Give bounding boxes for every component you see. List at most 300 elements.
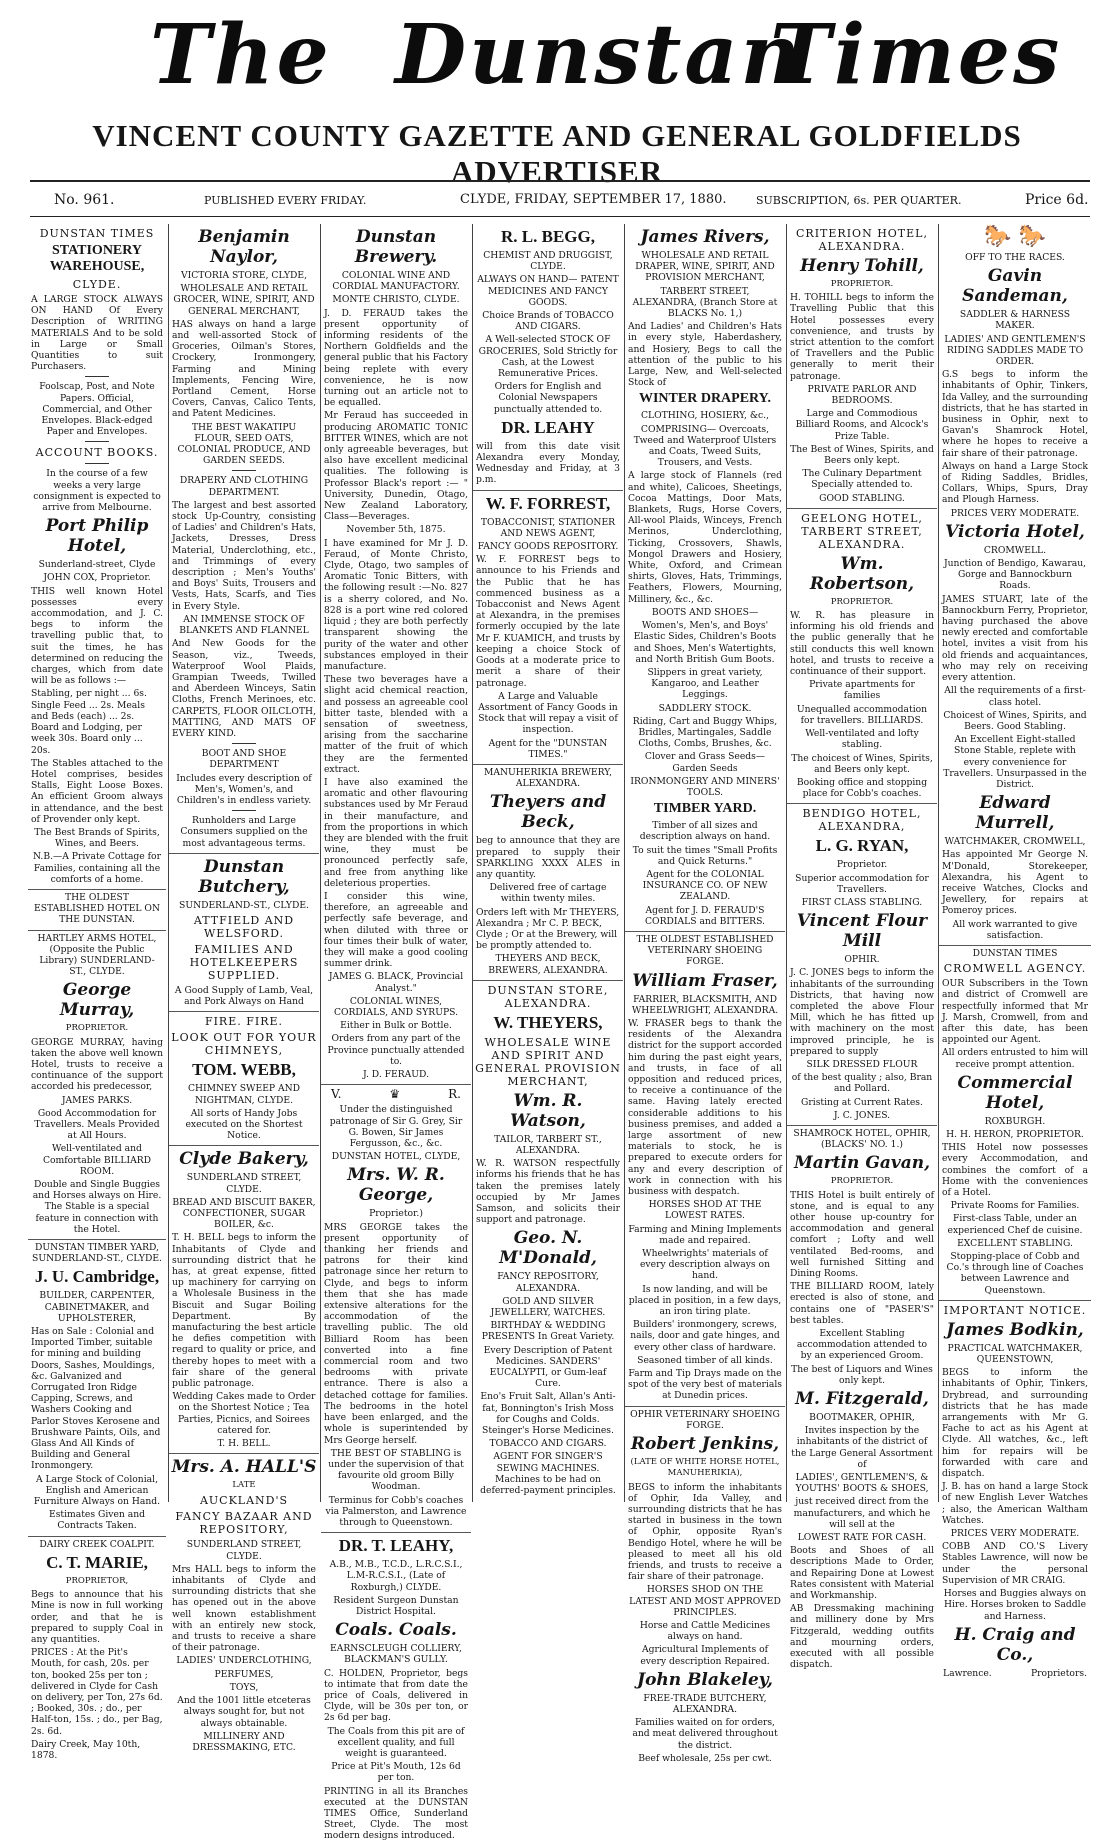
paragraph: Boots and Shoes of all descriptions Made to Order, and Repairing Done at Lowest Rates consistent with Material and Workmanship. [790,1545,934,1602]
paragraph: Double and Single Buggies and Horses always on Hire. The Stable is a special feature in connection with the Hotel. [32,1179,162,1235]
paragraph: JOHN COX, Proprietor. [43,572,151,584]
paragraph: HORSES SHOD ON THE LATEST AND MOST APPROVED PRINCIPLES. [629,1584,781,1618]
paragraph: Stopping-place of Cobb and Co.'s through line of Coaches between Lawrence and Queenstown. [946,1251,1084,1296]
paragraph: First-class Table, under an experienced Chef de cuisine. [947,1213,1083,1236]
crown-icon: ♛ [389,1087,401,1102]
paragraph: PROPRIETOR. [830,596,894,607]
paragraph: COMPRISING— Overcoats, Tweed and Waterproof Ulsters and Coats, Tweed Suits, Trousers, and Vests. [633,423,777,469]
paragraph: Every Description of Patent Medicines. SANDERS' EUCALYPTI, or Gum-leaf Cure. [483,1344,613,1390]
paragraph: THIS well known Hotel possesses every accommodation, and J. C. begs to inform the travelling public that, to suit the times, he has determined on reducing the charges, which from date will be as follows :— [31,585,163,687]
paragraph: W. R. has pleasure in informing his old friends and the public generally that he still conducts this well known hotel, and trusts to receive a continuance of their support. [790,610,934,678]
columns [28,224,1090,1842]
heading: STATIONERY WAREHOUSE, [49,243,145,274]
rule [321,1082,471,1085]
paragraph: LADIES', GENTLEMEN'S, & YOUTHS' BOOTS & SHOES, [795,1472,929,1495]
top-rule [30,180,1090,182]
paragraph: And the 1001 little etceteras always sought for, but not always obtainable. [177,1695,311,1729]
paragraph: FANCY REPOSITORY, ALEXANDRA. [497,1271,599,1294]
heading: Mrs. W. R. George, [347,1165,445,1206]
heading: Vincent Flour Mill [796,911,928,952]
paragraph: An Excellent Eight-stalled Stone Stable, replete with every convenience for Travellers. Unsurpassed in the District. [943,734,1087,790]
rule [169,1009,319,1012]
subscription: SUBSCRIPTION, 6s. PER QUARTER. [756,194,962,207]
paragraph: A large stock of Flannels (red and white), Calicoes, Sheetings, Cocoa Mattings, Door Mats, Blankets, Rugs, Horse Covers, All-wool Plaids, Winceys, French Merinos, Underclothing, Ticking, Crossovers, Shawls, Mongol Drawers and Hosiery, White, Oxford, and Crimean shirts, Gloves, Hats, Trimmings, Feathers, Flowers, Mourning, Millinery, &c., &c. [628,470,782,605]
paragraph: JAMES STUART, late of the Bannockburn Ferry, Proprietor, having purchased the above newly erected and comfortable hotel, invites a visit from his old friends and acquaintances, who may rely on receiving every attention. [942,593,1088,684]
paragraph: BEGS to inform the inhabitants of Ophir, Tinkers, Drybread, and surrounding districts that he has made arrangements with Mr G. Fache to act as his Agent at Clyde. All watches, &c., left him for repairs will be forwarded with care and dispatch. [942,1367,1088,1480]
paragraph: Agent for J. D. FERAUD'S CORDIALS and BITTERS. [645,904,765,927]
paragraph: Clover and Grass Seeds—Garden Seeds [644,751,766,774]
issue-number: No. 961. [54,192,115,208]
separator [232,810,256,811]
paragraph: The Coals from this pit are of excellent quality, and full weight is guaranteed. [327,1725,465,1759]
paragraph: will from this date visit Alexandra every Monday, Wednesday and Friday, at 3 p.m. [476,440,620,486]
paragraph: TARBERT STREET, ALEXANDRA, (Branch Store at BLACKS No. 1,) [632,285,778,320]
paragraph: Wheelwrights' materials of every description always on hand. [640,1248,770,1282]
paragraph: WATCHMAKER, CROMWELL, [944,836,1086,848]
separator [85,441,109,442]
heading: L. G. RYAN, [815,836,909,856]
heading: TIMBER YARD. [653,801,757,817]
heading: Coals. Coals. [335,1620,457,1641]
paragraph: Gristing at Current Rates. [801,1096,923,1108]
paragraph: Farming and Mining Implements made and repaired. [628,1223,782,1246]
paragraph: The choicest of Wines, Spirits, and Beers only kept. [791,752,933,775]
paragraph: LOWEST RATE FOR CASH. [797,1532,927,1544]
text: BENDIGO HOTEL, ALEXANDRA, [802,807,922,834]
paragraph: THE OLDEST ESTABLISHED HOTEL ON THE DUNSTAN. [33,891,160,926]
heading: James Rivers, [640,227,770,247]
racehorse-icon: 🐎 🐎 [984,224,1046,249]
text: Proprietors. [1030,1667,1087,1679]
paragraph: THE BEST OF STABLING is under the supervision of that favourite old groom Billy Woodman. [328,1447,464,1493]
rule [939,943,1091,946]
heading: R. L. BEGG, [501,227,595,246]
title-word-dunstan: Dunstan [395,7,804,103]
paragraph: THIS Hotel now possesses every Accommodation, and combines the comfort of a Home with the conveniences of a Hotel. [942,1142,1088,1198]
paragraph: TOBACCO AND CIGARS. [489,1438,607,1450]
heading: John Blakeley, [637,1669,773,1690]
paragraph: Farm and Tip Drays made on the spot of the very best of materials at Dunedin prices. [628,1368,782,1402]
paragraph: MANUHERIKIA BREWERY, ALEXANDRA. [483,766,613,790]
rule [939,1298,1091,1301]
column-4 [472,224,623,1502]
paragraph: AB Dressmaking machining and millinery done by Mrs Fitzgerald, wedding outfits and mourning orders, executed with all possible dispatch. [790,1603,934,1671]
paragraph: WHOLESALE AND RETAIL GROCER, WINE, SPIRIT, AND GENERAL MERCHANT, [173,283,315,317]
paragraph: J. B. has on hand a large Stock of new English Lever Watches ; also, the American Waltham Watches. [942,1481,1088,1526]
paragraph: WHOLESALE AND RETAIL DRAPER, WINE, SPIRIT, AND PROVISION MERCHANT, [635,250,775,284]
paragraph: A Large and Valuable Assortment of Fancy Goods in Stock that will repay a visit of inspection. [478,690,618,736]
text: CLYDE. [72,278,122,291]
paragraph: EARNSCLEUGH COLLIERY, BLACKMAN'S GULLY. [330,1643,462,1666]
rule [473,488,623,491]
heading: C. T. MARIE, [46,1552,148,1572]
paragraph: PERFUMES, [214,1668,274,1680]
paragraph: Private apartments for families [809,679,915,702]
paragraph: DUNSTAN TIMES [972,947,1058,959]
paragraph: PROPRIETOR. [65,1023,129,1034]
paragraph: W. FRASER begs to thank the residents of the Alexandra district for the support accorded him during the past eight years, and trusts, in face of all opposition and reduced prices, to receive a continuance of the same. Having lately erected considerable additions to his business premises, and added a large assortment of new materials to stock, he is prepared to execute orders for any and every description of work in connection with his business with despatch. [628,1017,782,1198]
text: ATTFIELD AND WELSFORD. [193,913,295,940]
rule [473,762,623,765]
rule [321,1530,471,1533]
heading: Mrs. A. HALL'S [171,1457,317,1478]
heading: Wm. R. Watson, [510,1090,586,1131]
heading: James Bodkin, [946,1319,1084,1340]
heading: Dunstan Brewery. [354,227,438,267]
crest-letter-r: R. [448,1087,461,1102]
text: LOOK OUT FOR YOUR CHIMNEYS, [171,1031,317,1058]
royal-crest [321,1087,471,1102]
paragraph: Wedding Cakes made to Order on the Shortest Notice ; Tea Parties, Picnics, and Soirees catered for. [172,1391,316,1436]
text: FANCY BAZAAR AND REPOSITORY, [175,1510,313,1537]
paragraph: T. H. BELL begs to inform the Inhabitants of Clyde and surrounding district that he has, at great expense, fitted up machinery for carrying on a Wholesale Business in the Biscuit and Sugar Boiling Department. By manufacturing the best article he defies competition with regard to quality or price, and thereby hopes to meet with a fair share of the general public patronage. [172,1232,316,1390]
paragraph: Orders left with Mr THEYERS, Alexandra ; Mr C. P. BECK, Clyde ; Or at the Brewery, will be promptly attended to. [476,906,620,952]
paragraph: Price at Pit's Mouth, 12s 6d per ton. [331,1761,461,1784]
paragraph: SILK DRESSED FLOUR [806,1058,918,1070]
paragraph: ROXBURGH. [984,1115,1046,1127]
paragraph: The Best of Wines, Spirits, and Beers only kept. [790,443,934,467]
paragraph: PROPRIETOR. [830,1176,894,1187]
paragraph: Begs to announce that his Mine is now in full working order, and that he is prepared to supply Coal in any quantities. [31,1589,163,1645]
paragraph: Is now landing, and will be placed in position, in a few days, an iron tiring plate. [628,1283,782,1318]
text: CRITERION HOTEL, ALEXANDRA. [796,227,928,253]
paragraph: Large and Commodious Billiard Rooms, and Alcock's Prize Table. [795,408,929,442]
paragraph: I have examined for Mr J. D. Feraud, of Monte Christo, Clyde, Otago, two samples of Aromatic Tonic Bitters, with the following result :—No. 827 is a sherry colored, and No. 828 is a port wine red colored liquid ; they are both perfectly transparent showing the purity of the water and other substances employed in their manufacture. [324,537,468,672]
paragraph: THE BEST WAKATIPU FLOUR, SEED OATS, COLONIAL PRODUCE, AND GARDEN SEEDS. [177,421,311,467]
rule [787,801,937,804]
text: DUNSTAN STORE, ALEXANDRA. [487,983,609,1010]
text: FAMILIES AND HOTELKEEPERS SUPPLIED. [189,942,299,982]
paragraph: MRS GEORGE takes the present opportunity of thanking her friends and patrons for their kind patronage since her return to Clyde, and begs to inform them that she has made extensive alterations for the accommodation of the travelling public. The old Billiard Room has been converted into a fine commercial room and two bedrooms with private entrance. There is also a detached cottage for families. The bedrooms in the hotel have been enlarged, and the whole is superintended by Mrs George herself. [324,1221,468,1446]
paragraph: DUNSTAN HOTEL, CLYDE, [331,1151,461,1163]
paragraph: I have also examined the aromatic and other flavouring substances used by Mr Feraud in their manufacture, and from the proportions in which they are blended with the fruit wine, they must be pronounced perfectly safe, and free from anything like deleterious properties. [324,776,468,889]
paragraph: Either in Bulk or Bottle. [340,1020,452,1032]
rule [28,887,166,890]
paragraph: PROPRIETOR, [65,1575,129,1586]
paragraph: TAILOR, TARBERT ST., ALEXANDRA. [494,1133,602,1156]
paragraph: Superior accommodation for Travellers. [795,872,929,895]
paragraph: J. D. FERAUD. [362,1069,430,1081]
paragraph: H. H. HERON, PROPRIETOR. [946,1128,1084,1140]
paragraph: A LARGE STOCK ALWAYS ON HAND Of Every Description of WRITING MATERIALS And to be sold in Large or Small Quantities to suit Purchasers. [31,294,163,373]
paragraph: HORSES SHOD AT THE LOWEST RATES. [648,1199,762,1222]
paragraph: MONTE CHRISTO, CLYDE. [332,294,460,306]
paragraph: CHEMIST AND DRUGGIST, CLYDE. [483,250,613,273]
paragraph: of the best quality ; also, Bran and Pollard. [791,1072,933,1095]
paragraph: AN IMMENSE STOCK OF BLANKETS AND FLANNEL [179,613,309,637]
paragraph: HARTLEY ARMS HOTEL, (Opposite the Public Library) SUNDERLAND-ST., CLYDE. [37,932,157,978]
heading: George Murray, [59,980,135,1021]
paragraph: BEGS to inform the inhabitants of Ophir, Ida Valley, and surrounding districts that he has started in business in the town of Ophir, opposite Ryan's Bendigo Hotel, where he will be pleased to meet all his old friends, and trusts to receive a fair share of their patronage. [628,1481,782,1583]
paragraph: Sunderland-street, Clyde [38,559,156,571]
paragraph: All work warranted to give satisfaction. [952,918,1078,941]
paragraph: Slippers in great variety, Kangaroo, and Leather Leggings. [647,666,763,701]
paragraph: Unequalled accommodation for travellers. BILLIARDS. [796,703,928,726]
heading: Henry Tohill, [800,256,924,276]
paragraph: Has on Sale : Colonial and Imported Timber, suitable for mining and building Doors, Sashes, Mouldings, &c. Galvanized and Corrugated Iron Ridge Capping, Screws, and Washers Cooking and Parlor Stoves Kerosene and Brushware Paints, Oils, and Glass And All Kinds of Building and General Ironmongery. [31,1326,161,1472]
paragraph: AGENT FOR SINGER'S SEWING MACHINES. Machines to be had on deferred-payment principles. [480,1451,616,1497]
paragraph: In the course of a few weeks a very large consignment is expected to arrive from Melbourne. [33,468,161,514]
paragraph: LADIES' UNDERCLOTHING, [176,1655,312,1667]
paragraph: J. C. JONES. [833,1109,891,1121]
column-7 [938,224,1091,1679]
rule [169,1451,319,1454]
paragraph: CHIMNEY SWEEP AND NIGHTMAN, CLYDE. [187,1083,301,1106]
heading: Gavin Sandeman, [962,266,1068,307]
paragraph: T. H. BELL. [217,1438,271,1450]
paragraph: The Stables attached to the Hotel comprises, besides Stalls, Eight Loose Boxes. An efficient Groom always in attendance, and the best of Provender only kept. [31,757,163,825]
paragraph: GOOD STABLING. [819,492,905,504]
paragraph: The Culinary Department Specially attended to. [802,468,922,491]
heading: M. Fitzgerald, [795,1389,929,1410]
paragraph: All sorts of Handy Jobs executed on the Shortest Notice. [185,1107,303,1142]
paragraph: OPHIR. [844,954,880,966]
rule [28,1534,166,1537]
heading: Dunstan Butchery, [198,856,290,897]
text: ACCOUNT BOOKS. [35,446,159,460]
paragraph: C. HOLDEN, Proprietor, begs to intimate that from date the price of Coals, delivered in Clyde, will be 30s per ton, or 2s 6d per bag. [324,1667,468,1724]
frequency: PUBLISHED EVERY FRIDAY. [204,194,367,207]
heading: Robert Jenkins, [630,1434,780,1455]
paragraph: Includes every description of Men's, Women's, and Children's in endless variety. [176,772,312,806]
separator [232,743,256,744]
paragraph: JAMES PARKS. [61,1094,133,1106]
paragraph: Under the distinguished patronage of Sir G. Grey, Sir G. Bowen, Sir James Fergusson, &c., &c. [329,1104,463,1150]
heading: Clyde Bakery, [179,1149,309,1170]
column-1 [28,224,166,1761]
column-2 [168,224,319,1753]
paragraph: The best of Liquors and Wines only kept. [791,1363,933,1386]
paragraph: CROMWELL. [983,544,1047,556]
paragraph: November 5th, 1875. [346,524,446,536]
paragraph: PRICES VERY MODERATE. [950,1528,1080,1540]
paragraph: COLONIAL WINES, CORDIALS, AND SYRUPS. [333,995,459,1018]
paragraph: J. D. FERAUD takes the present opportunity of informing residents of the Northern Goldfields and the general public that his Factory being replete with every convenience, he is now turning out an article not to be equalled. [324,307,468,409]
paragraph: To suit the times "Small Profits and Quick Returns." [632,844,778,867]
masthead [0,0,1114,120]
dateline [40,190,1089,214]
paragraph: SUNDERLAND STREET, CLYDE. [186,1172,302,1195]
paragraph: BOOTS AND SHOES— [651,606,759,618]
paragraph: J. C. JONES begs to inform the inhabitants of the surrounding Districts, that having now completed the above Flour Mill, which he has fitted up with machinery on the most improved principle, he is prepared to supply [790,967,934,1057]
paragraph: FIRST CLASS STABLING. [801,896,923,908]
paragraph: Junction of Bendigo, Kawarau, Gorge and Bannockburn Roads. [943,558,1087,592]
paragraph: ALWAYS ON HAND— PATENT MEDICINES AND FANCY GOODS. [477,274,619,308]
price: Price 6d. [1025,192,1089,208]
paragraph: Has appointed Mr George N. M'Donald, Storekeeper, Alexandra, his Agent to receive Watches, Clocks and Jewellery, for repairs at Pomeroy prices. [942,849,1088,917]
rule [473,978,623,981]
paragraph: just received direct from the manufacturers, and which he will sell at the [793,1496,931,1530]
paragraph: PRICES : At the Pit's Mouth, for cash, 20s. per ton, booked 25s per ton ; delivered in Clyde for Cash on delivery, per Ton, 27s 6d. ; Booked, 30s. ; do., per Half-ton, 15s. ; do., per Bag, 2s. 6d. [31,1647,163,1737]
paragraph: Choicest of Wines, Spirits, and Beers. Good Stabling. [943,709,1087,732]
paragraph: FANCY GOODS REPOSITORY. [477,541,619,553]
paragraph: Builders' ironmongery, screws, nails, door and gate hinges, and every other class of hardware. [630,1319,780,1353]
paragraph: Proprietor. [836,859,888,871]
paragraph: These two beverages have a slight acid chemical reaction, and possess an agreeable cool bitter taste, blended with a sensation of sweetness, arising from the saccharine matter of the fruit of which they are the fermented extract. [324,674,468,775]
heading: W. F. FORREST, [485,493,611,513]
paragraph: FREE-TRADE BUTCHERY, ALEXANDRA. [643,1692,767,1715]
paragraph: Estimates Given and Contracts Taken. [48,1509,146,1532]
paragraph: PRICES VERY MODERATE. [950,507,1080,519]
heading: Martin Gavan, [793,1153,931,1174]
paragraph: DUNSTAN TIMBER YARD, SUNDERLAND-ST., CLYDE. [32,1242,162,1265]
column-6 [786,224,937,1671]
paragraph: Dairy Creek, May 10th, 1878. [31,1738,141,1761]
paragraph: SADDLERY STOCK. [658,702,752,714]
dateline-rule [30,216,1090,217]
paragraph: BUILDER, CARPENTER, CABINETMAKER, and UPHOLSTERER, [39,1290,155,1324]
paragraph: W. R. WATSON respectfully informs his friends that he has taken the premises lately occupied by Mr James Samson, and solicits their support and patronage. [476,1158,620,1226]
heading: DR. LEAHY [501,417,595,437]
paragraph: Runholders and Large Consumers supplied on the most advantageous terms. [180,815,308,849]
paragraph: SHAMROCK HOTEL, OPHIR, (BLACKS' NO. 1.) [793,1127,931,1151]
heading: William Fraser, [632,970,778,991]
heading: Victoria Hotel, [945,521,1085,542]
paragraph: IRONMONGERY AND MINERS' TOOLS. [630,775,780,798]
title-word-times: Times [770,7,1063,103]
paragraph: Women's, Men's, and Boys' Elastic Sides, Children's Boots and Shoes, Men's Watertights, and North British Gum Boots. [633,620,777,665]
paragraph: DRAPERY AND CLOTHING DEPARTMENT. [179,475,309,498]
paragraph: And New Goods for the Season, viz., Tweeds, Waterproof Wool Plaids, Grampian Tweeds, Twilled and Aberdeen Winceys, Satin Cloths, French Merinoes, etc. CARPETS, FLOOR OILCLOTH, MATTING, AND MATS OF EVERY KIND. [172,638,316,739]
rule [625,1404,785,1407]
paragraph: Mrs HALL begs to inform the inhabitants of Clyde and surrounding districts that she has opened out in the above well known establishment with an entirely new stock, and trusts to receive a share of their patronage. [172,1563,316,1654]
paragraph: Agricultural Implements of every description Repaired. [640,1644,770,1667]
paragraph: PROPRIETOR. [830,279,894,289]
paragraph: Excellent Stabling accommodation attended to by an experienced Groom. [796,1328,928,1362]
text: WHOLESALE WINE AND SPIRIT AND GENERAL PROVISION MERCHANT, [475,1035,621,1088]
text: CROMWELL AGENCY. [943,962,1087,976]
paragraph: EXCELLENT STABLING. [957,1237,1073,1249]
paragraph: SUNDERLAND-ST., CLYDE. [179,899,309,911]
paragraph: PRINTING in all its Branches executed at the DUNSTAN TIMES Office, Sunderland Street, Clyde. The most modern designs introduced. [324,1785,468,1842]
paragraph: VICTORIA STORE, CLYDE, [180,270,308,281]
paragraph: HAS always on hand a large and well-assorted Stock of Groceries, Oilman's Stores, Crockery, Ironmongery, Farming and Mining Implements, Fencing Wire, Portland Cement, Horse Covers, Canvas, Calico Tents, and Patent Medicines. [172,318,316,420]
paragraph: COLONIAL WINE AND CORDIAL MANUFACTORY. [332,270,460,293]
paragraph: LATE [232,1480,256,1491]
paragraph: PRACTICAL WATCHMAKER, QUEENSTOWN, [947,1342,1083,1366]
text: GEELONG HOTEL, TARBERT STREET, ALEXANDRA. [801,511,923,551]
paragraph: GEORGE MURRAY, having taken the above well known Hotel, trusts to receive a continuance of the support accorded his predecessor, [31,1036,163,1093]
paragraph: BIRTHDAY & WEDDING PRESENTS In Great Variety. [481,1320,615,1343]
paragraph: Orders for English and Colonial Newspapers punctually attended to. [493,381,603,415]
paragraph: beg to announce that they are prepared to supply their SPARKLING XXXX ALES in any quantity. [476,835,620,880]
paragraph: DAIRY CREEK COALPIT. [39,1538,155,1550]
paragraph: Horses and Buggies always on Hire. Horses broken to Saddle and Harness. [943,1588,1087,1622]
paragraph: GOLD AND SILVER JEWELLERY, WATCHES. [490,1295,606,1318]
paragraph: N.B.—A Private Cottage for Families, containing all the comforts of a home. [32,851,161,885]
signature-line [939,1668,1091,1679]
paragraph: Proprietor.) [369,1208,423,1220]
paragraph: LADIES' AND GENTLEMEN'S RIDING SADDLES MADE TO ORDER. [944,333,1086,368]
text: Lawrence. [943,1667,992,1679]
paragraph: TOBACCONIST, STATIONER AND NEWS AGENT, [480,516,616,539]
paragraph: Eno's Fruit Salt, Allan's Anti-fat, Bonnington's Irish Moss for Coughs and Colds. Steinger's Horse Medicines. [480,1391,616,1437]
crest-letter-v: V. [331,1087,342,1102]
paragraph: PRIVATE PARLOR AND BEDROOMS. [807,383,917,407]
paragraph: A Well-selected STOCK OF GROCERIES, Sold Strictly for Cash, at the Lowest Remunerative Prices. [478,334,618,380]
paragraph: G.S begs to inform the inhabitants of Ophir, Tinkers, Ida Valley, and the surrounding districts, that he has started in business in Ophir, next to Gavan's Shamrock Hotel, where he hopes to receive a fair share of their patronage. [942,369,1088,459]
heading: DR. T. LEAHY, [338,1536,454,1556]
paragraph: Delivered free of cartage within twenty miles. [489,882,607,905]
paragraph: Foolscap, Post, and Note Papers. Official, Commercial, and Other Envelopes. Black-edged Paper and Envelopes. [39,381,155,438]
paragraph: W. F. FORREST begs to announce to his Friends and the Public that he has commenced business as a Tobacconist and News Agent at Alexandra, in the premises formerly occupied by the late Mr F. KUAMICH, and trusts by keeping a choice Stock of Goods at a moderate price to merit a share of their patronage. [476,554,620,689]
text: FIRE. FIRE. [204,1015,284,1029]
paragraph: Resident Surgeon Dunstan District Hospital. [333,1594,459,1617]
paragraph: BOOTMAKER, OPHIR, [809,1412,915,1424]
rule [28,1237,166,1240]
paragraph: Agent for the "DUNSTAN TIMES." [488,737,608,760]
paragraph: SADDLER & HARNESS MAKER. [959,309,1071,332]
paragraph: Timber of all sizes and description always on hand. [639,820,771,843]
heading: J. U. Cambridge, [34,1267,160,1287]
text: IMPORTANT NOTICE. [943,1303,1087,1317]
heading: Wm. Robertson, [809,553,915,594]
paragraph: THE OLDEST ESTABLISHED VETERINARY SHOEING FORGE. [636,933,774,968]
paragraph: Always on hand a Large Stock of Riding Saddles, Bridles, Collars, Whips, Spurs, Dray and Plough Harness. [942,460,1088,506]
separator [85,376,109,377]
paragraph: MILLINERY AND DRESSMAKING, ETC. [192,1730,296,1753]
paragraph: Choice Brands of TOBACCO AND CIGARS. [482,310,614,333]
paragraph: Agent for the COLONIAL INSURANCE CO. OF NEW ZEALAND. [642,868,768,903]
paragraph: Seasoned timber of all kinds. [637,1354,773,1366]
separator [232,470,256,471]
paragraph: FARRIER, BLACKSMITH, AND WHEELWRIGHT, ALEXANDRA. [631,993,779,1016]
paragraph: THIS Hotel is built entirely of stone, and is equal to any other house up-country for accommodation and general comfort ; Lofty and well ventilated Bed-rooms, and well furnished Sitting and Dining Rooms. [790,1189,934,1279]
paragraph: A Large Stock of Colonial, English and American Furniture Always on Hand. [33,1473,161,1508]
heading: Theyers and Beck, [489,792,607,833]
heading: Geo. N. M'Donald, [499,1228,597,1269]
paragraph: Families waited on for orders, and meat delivered throughout the district. [632,1717,778,1751]
paragraph: Booking office and stopping place for Cobb's coaches. [796,776,928,800]
text: AUCKLAND'S [199,1494,289,1508]
paragraph: THEYERS AND BECK, BREWERS, ALEXANDRA. [488,953,608,976]
separator [85,463,109,464]
paragraph: Well-ventilated and Comfortable BILLIARD ROOM. [42,1143,152,1177]
heading: W. THEYERS, [493,1012,603,1032]
paragraph: THE BILLIARD ROOM, lately erected is also of stone, and contains one of "PASER'S" best tables. [790,1281,934,1326]
paragraph: The largest and best assorted stock Up-Country, consisting of Ladies' and Children's Hats, Jackets, Dresses, Dress Material, Underclothing, etc., and Trimmings of every description ; Men's Youths' and Boys' Suits, Trousers and Vests, Hats, Scarfs, and Ties in Every Style. [172,499,316,612]
paragraph: TOYS, [229,1681,259,1693]
paragraph: Invites inspection by the inhabitants of the district of the Large General Assortment of [791,1425,933,1470]
paragraph: Stabling, per night ... 6s. Single Feed ... 2s. Meals and Beds (each) ... 2s. Board and Lodging, per week 30s. Board only ... 20s. [31,688,147,756]
paragraph: All the requirements of a first-class hotel. [944,685,1086,708]
paragraph: Mr Feraud has succeeded in producing AROMATIC TONIC BITTER WINES, which are not only agreeable beverages, but also have excellent medicinal qualities. The following is Professor Black's report :— " University, Dunedin, Otago, New Zealand Laboratory, Class—Beverages. [324,410,468,523]
paragraph: Terminus for Cobb's coaches via Palmerston, and Lawrence through to Queenstown. [325,1494,467,1528]
paragraph: BOOT AND SHOE DEPARTMENT [201,748,287,771]
date: CLYDE, FRIDAY, SEPTEMBER 17, 1880. [460,192,727,207]
paragraph: Horse and Cattle Medicines always on hand. [639,1619,771,1643]
paragraph: Riding, Cart and Buggy Whips, Bridles, Martingales, Saddle Cloths, Combs, Brushes, &c. [632,715,778,750]
rule [169,1143,319,1146]
paragraph: H. TOHILL begs to inform the Travelling Public that this Hotel possesses every convenience, and trusts by strict attention to the comfort of Travellers and the Public generally to merit their patronage. [790,292,934,382]
paragraph: OFF TO THE RACES. [965,252,1065,263]
paragraph: (LATE OF WHITE HORSE HOTEL, MANUHERIKIA), [630,1457,780,1479]
rule [169,851,319,854]
heading: Commercial Hotel, [957,1072,1073,1113]
rule [28,928,166,931]
paragraph: Private Rooms for Families. [950,1200,1080,1212]
paragraph: And Ladies' and Children's Hats in every style, Haberdashery, and Hosiery, Begs to call the attention of the public to his Large, New, and Well-selected Stock of [628,321,782,389]
column-5 [624,224,785,1764]
heading: Port Philip Hotel, [45,516,149,557]
paragraph: A Good Supply of Lamb, Veal, and Pork Always on Hand [174,984,314,1008]
heading: Edward Murrell, [975,793,1055,834]
masthead-subtitle: VINCENT COUNTY GAZETTE AND GENERAL GOLDFIELDS ADVERTISER [92,118,1022,189]
paragraph: Orders from any part of the Province punctually attended to. [327,1033,465,1067]
title-word-the: The [150,7,332,103]
paragraph: CLOTHING, HOSIERY, &c., [640,410,770,422]
paragraph: BREAD AND BISCUIT BAKER, CONFECTIONER, SUGAR BOILER, &c. [172,1196,316,1231]
